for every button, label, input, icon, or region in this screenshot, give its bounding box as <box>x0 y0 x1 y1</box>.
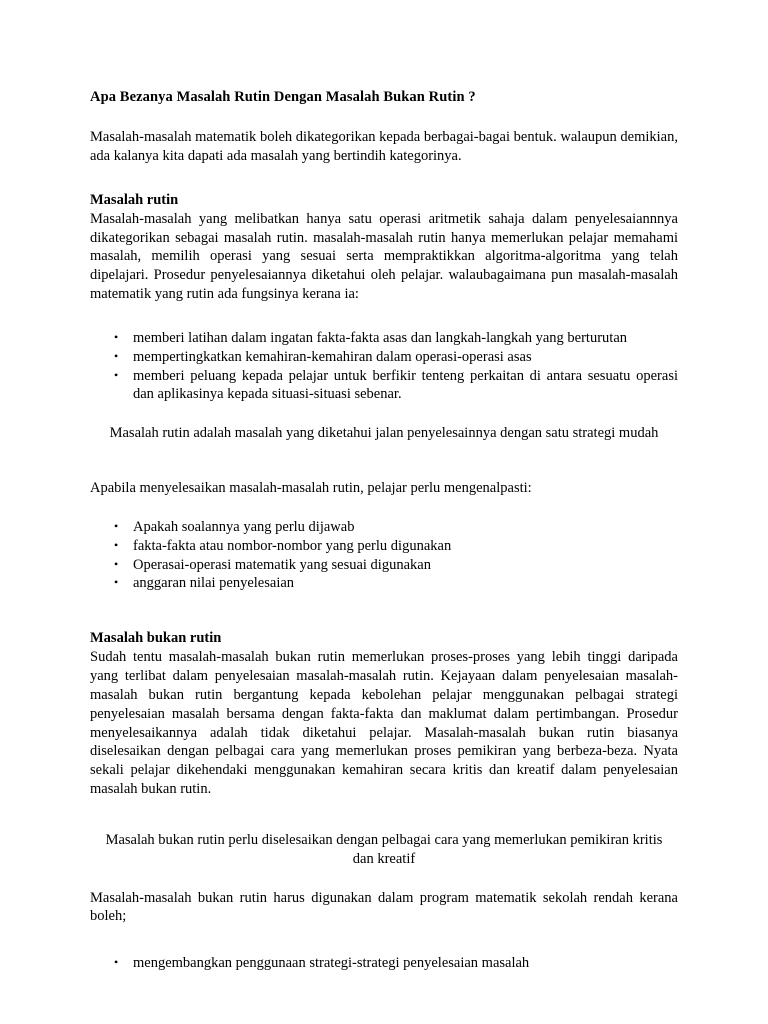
list-item: • memberi latihan dalam ingatan fakta-fakta asas dan langkah-langkah yang berturutan <box>90 329 678 348</box>
section-heading-routine: Masalah rutin <box>90 191 179 208</box>
closing-intro-paragraph: Masalah-masalah bukan rutin harus digunakan dalam program matematik sekolah rendah kerana boleh; <box>90 889 678 925</box>
list-item: • fakta-fakta atau nombor-nombor yang perlu digunakan <box>90 537 678 556</box>
spacer <box>90 404 678 424</box>
non-routine-callout: Masalah bukan rutin perlu diselesaikan dengan pelbagai cara yang memerlukan pemikiran kritis dan kreatif <box>105 831 663 867</box>
spacer <box>90 178 678 191</box>
spacer <box>90 593 678 629</box>
list-item: • Apakah soalannya yang perlu dijawab <box>90 518 678 537</box>
intro-paragraph: Masalah-masalah matematik boleh dikategorikan kepada berbagai-bagai bentuk. walaupun demikian, ada kalanya kita dapati ada masalah yang bertindih kategorinya. <box>90 129 678 164</box>
non-routine-body-paragraph: Sudah tentu masalah-masalah bukan rutin memerlukan proses-proses yang lebih tinggi daripada yang terlibat dalam penyelesaian masalah-masalah rutin. Kejayaan dalam penyelesaian masalah-masalah bukan rutin bergantung kepada kebolehan pelajar menggunakan pelbagai strategi penyelesaian masalah bersama dengan fakta-fakta dan maklumat dalam pertimbangan. Prosedur menyelesaikannya adalah tidak diketahui pelajar. Masalah-masalah bukan rutin biasanya diselesaikan dengan pelbagai cara yang memerlukan proses pemikiran yang berbeza-beza. Nyata sekali pelajar dikehendaki menggunakan kemahiran secara kritis dan kreatif dalam penyelesaian masalah bukan rutin. <box>90 649 678 798</box>
list-item: • Operasai-operasi matematik yang sesuai digunakan <box>90 556 678 575</box>
identify-list <box>90 518 678 593</box>
list-item: • memberi peluang kepada pelajar untuk berfikir tenteng perkaitan di antara sesuatu operasi dan aplikasinya kepada situasi-situasi sebenar. <box>90 367 678 405</box>
spacer <box>90 498 678 518</box>
routine-callout: Masalah rutin adalah masalah yang diketahui jalan penyelesainnya dengan satu strategi mudah <box>109 425 659 442</box>
spacer <box>90 926 678 954</box>
spacer <box>90 316 678 329</box>
spacer <box>90 869 678 889</box>
spacer <box>90 811 678 831</box>
spacer <box>90 443 678 479</box>
identify-intro-paragraph: Apabila menyelesaikan masalah-masalah rutin, pelajar perlu mengenalpasti: <box>90 480 532 497</box>
page-title: Apa Bezanya Masalah Rutin Dengan Masalah Bukan Rutin ? <box>90 89 476 105</box>
closing-list <box>90 954 678 973</box>
list-item: • mengembangkan penggunaan strategi-strategi penyelesaian masalah <box>90 954 678 973</box>
section-heading-non-routine: Masalah bukan rutin <box>90 630 222 647</box>
list-item: • anggaran nilai penyelesaian <box>90 574 678 593</box>
document-content <box>90 88 678 973</box>
routine-body-paragraph: Masalah-masalah yang melibatkan hanya satu operasi aritmetik sahaja dalam penyelesaiannnya dikategorikan sebagai masalah rutin. masalah-masalah rutin hanya memerlukan pelajar memahami masalah, memilih operasi yang sesuai serta mempraktikkan algoritma-algoritma yang telah dipelajari. Prosedur penyelesaiannya diketahui oleh pelajar. walaubagaimana pun masalah-masalah matematik yang rutin ada fungsinya kerana ia: <box>90 210 678 303</box>
list-item: • mempertingkatkan kemahiran-kemahiran dalam operasi-operasi asas <box>90 348 678 367</box>
routine-function-list <box>90 329 678 404</box>
